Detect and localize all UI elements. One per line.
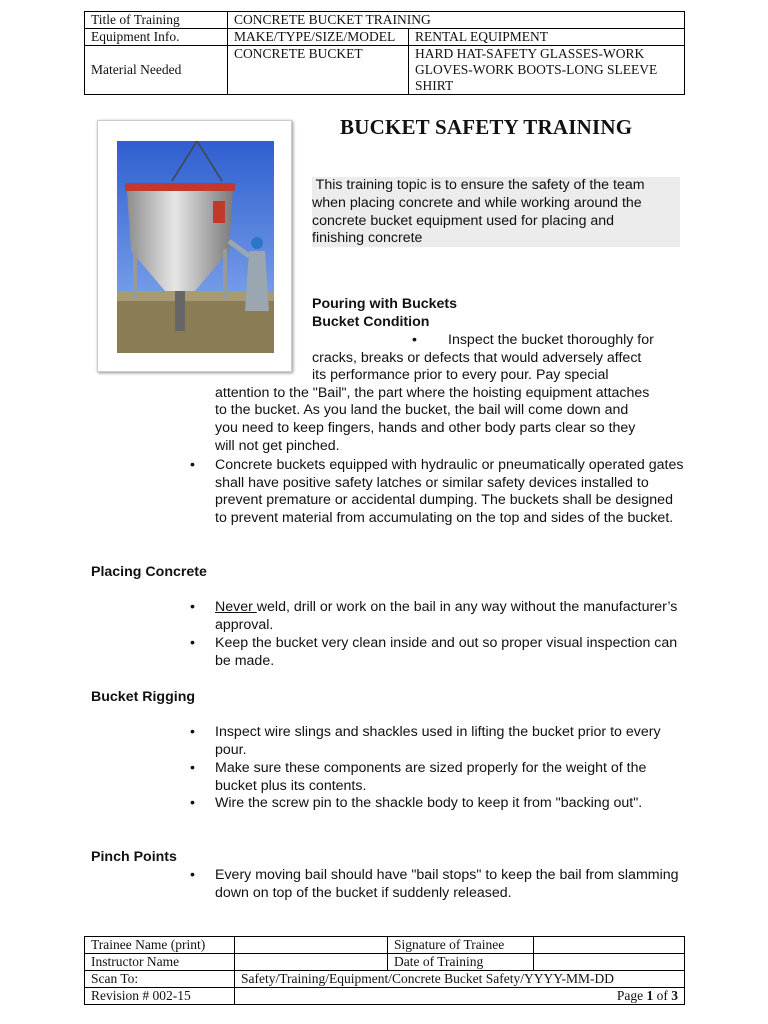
bucket-condition-text-6: you need to keep fingers, hands and other body parts clear so they (215, 420, 636, 436)
worker (245, 251, 269, 311)
signature-field[interactable] (534, 937, 685, 954)
bullet-icon: • (190, 457, 195, 473)
instructor-name-field[interactable] (235, 954, 388, 971)
bullet-icon: • (190, 867, 195, 883)
bullet-icon: • (190, 635, 195, 651)
revision-number: Revision # 002-15 (85, 988, 235, 1005)
trainee-signoff-table (84, 936, 685, 1005)
bucket-condition-text-5: to the bucket. As you land the bucket, the bail will come down and (215, 402, 629, 419)
trainee-name-field[interactable] (235, 937, 388, 954)
equipment-info-value-2: RENTAL EQUIPMENT (409, 29, 685, 46)
heading-bucket-rigging: Bucket Rigging (91, 689, 196, 705)
components-sized-text: Make sure these components are sized properly for the weight of the bucket plus its contents. (215, 760, 647, 794)
concrete-bucket-photo (117, 141, 274, 353)
bucket-condition-text-3: its performance prior to every pour. Pay special (312, 367, 609, 384)
bucket-condition-text-4: attention to the "Bail", the part where the hoisting equipment attaches (215, 384, 650, 401)
equipment-info-value: MAKE/TYPE/SIZE/MODEL (228, 29, 409, 46)
bail-stops-text: Every moving bail should have "bail stops" to keep the bail from slamming down on top of the bucket if suddenly released. (215, 867, 679, 901)
bullet-icon: • (190, 760, 195, 776)
signature-label: Signature of Trainee (388, 937, 534, 954)
bullet-icon: • (190, 599, 195, 615)
worker-hard-hat (251, 237, 263, 249)
trainee-name-label: Trainee Name (print) (85, 937, 235, 954)
hydraulic-gates-text: Concrete buckets equipped with hydraulic or pneumatically operated gates shall have positive safety latches or similar safety devices installed to prevent premature or accidental dumping. The buckets shall be designed to prevent material from accumulating on the top and sides of the bucket. (215, 457, 684, 526)
training-info-table (84, 11, 685, 95)
material-needed-label: Material Needed (85, 46, 228, 95)
material-line-1: HARD HAT-SAFETY GLASSES-WORK (415, 46, 645, 61)
screw-pin-text: Wire the screw pin to the shackle body to keep it from "backing out". (215, 795, 643, 811)
page-number: Page 1 of 3 (235, 988, 685, 1005)
material-line-2: GLOVES-WORK BOOTS-LONG SLEEVE (415, 62, 658, 77)
bucket-condition-text-2: cracks, breaks or defects that would adversely affect (312, 349, 642, 366)
scan-to-label: Scan To: (85, 971, 235, 988)
page-title: BUCKET SAFETY TRAINING (340, 115, 633, 139)
inspect-slings-text: Inspect wire slings and shackles used in lifting the bucket prior to every pour. (215, 724, 661, 758)
scan-to-value: Safety/Training/Equipment/Concrete Bucket Safety/YYYY-MM-DD (235, 971, 685, 988)
concrete-bucket-photo-frame (97, 120, 292, 372)
intro-paragraph: This training topic is to ensure the safety of the team when placing concrete and while working around the concrete bucket equipment used for placing and finishing concrete (312, 177, 680, 247)
bullet-icon: • (190, 795, 195, 811)
heading-pinch-points: Pinch Points (91, 849, 177, 865)
material-needed-value-2 (409, 46, 685, 95)
material-needed-value: CONCRETE BUCKET (228, 46, 409, 95)
bucket-condition-text-1: Inspect the bucket thoroughly for (448, 332, 654, 348)
title-of-training-label: Title of Training (85, 12, 228, 29)
date-of-training-label: Date of Training (388, 954, 534, 971)
bucket-rim (125, 183, 235, 191)
title-of-training-value: CONCRETE BUCKET TRAINING (228, 12, 685, 29)
material-line-3: SHIRT (415, 78, 454, 93)
never-weld-text: Never weld, drill or work on the bail in any way without the manufacturer’s approval. (215, 599, 678, 633)
bucket-condition-text-7: will not get pinched. (215, 437, 340, 454)
bucket-label (213, 201, 225, 223)
heading-pouring-with-buckets: Pouring with Buckets (312, 296, 458, 312)
keep-clean-text: Keep the bucket very clean inside and out so proper visual inspection can be made. (215, 635, 678, 669)
date-of-training-field[interactable] (534, 954, 685, 971)
heading-placing-concrete: Placing Concrete (91, 564, 207, 580)
never-underlined: Never (215, 599, 257, 615)
bullet-icon: • (412, 332, 417, 348)
heading-bucket-condition: Bucket Condition (312, 314, 430, 330)
equipment-info-label: Equipment Info. (85, 29, 228, 46)
bullet-icon: • (190, 724, 195, 740)
instructor-name-label: Instructor Name (85, 954, 235, 971)
